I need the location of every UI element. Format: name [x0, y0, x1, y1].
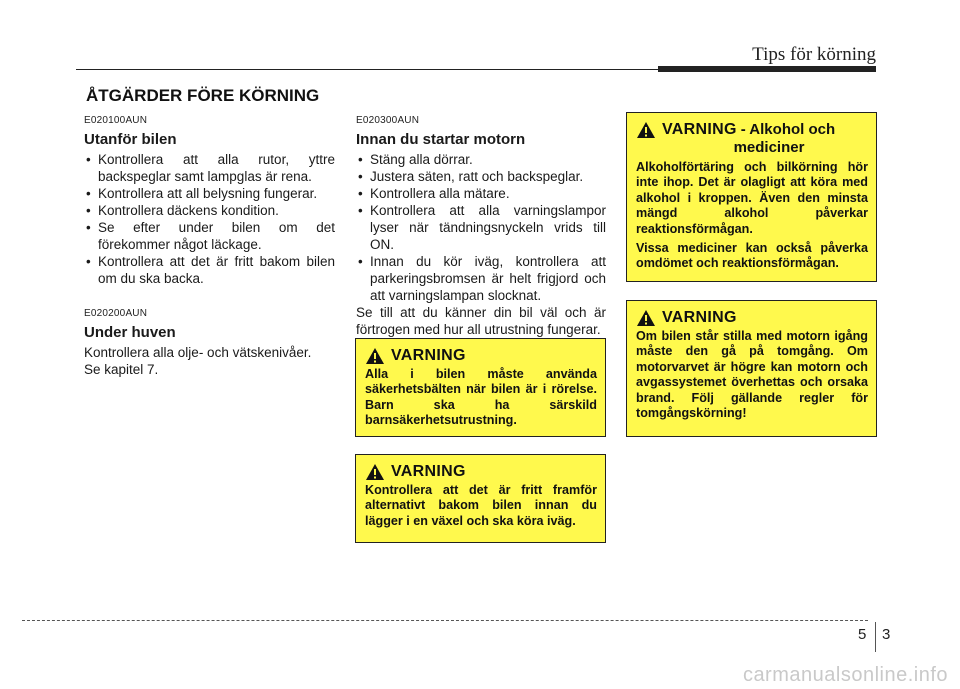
warning-box-clear-path: [355, 454, 606, 543]
warning-box-alcohol: [626, 112, 877, 282]
warning-title: VARNING: [662, 309, 737, 326]
list-item: • Kontrollera att det är fritt bakom bilen om du ska backa.: [84, 253, 335, 287]
section-code: E020100AUN: [84, 115, 148, 126]
warning-box-idle: [626, 300, 877, 437]
warning-text: Vissa mediciner kan också påverka omdömet och reaktionsförmågan.: [636, 241, 868, 271]
warning-subtitle-line2: mediciner: [733, 139, 805, 156]
warning-text: Kontrollera att det är fritt framför alternativt bakom bilen innan du lägger i en växel och ska köra iväg.: [365, 483, 597, 528]
section-code: E020200AUN: [84, 308, 148, 319]
header-title: Tips för körning: [752, 44, 876, 65]
middle-column: [356, 112, 606, 338]
warning-triangle-icon: [365, 463, 385, 481]
warning-text: Alkoholförtäring och bilkörning hör inte ihop. Det är olagligt att köra med alkohol i kroppen. Även den minsta mängd alkohol påverkar reaktionsförmågan.: [636, 160, 868, 236]
warning-text: Alla i bilen måste använda säkerhetsbälten när bilen är i rörelse. Barn ska ha särskild barnsäkerhetsutrustning.: [365, 367, 597, 428]
outside-checklist: [84, 151, 335, 287]
start-checklist: [356, 151, 606, 304]
list-item: • Kontrollera att all belysning fungerar.: [84, 185, 335, 202]
warning-triangle-icon: [636, 121, 656, 139]
hood-text: Kontrollera alla olje- och vätskenivåer.: [84, 345, 312, 360]
page-number: 3: [882, 626, 891, 643]
page-number-divider: [875, 622, 876, 652]
left-column: [84, 112, 335, 378]
outside-heading: Utanför bilen: [84, 131, 177, 148]
warning-title: VARNING: [391, 347, 466, 364]
list-item: • Kontrollera att alla rutor, yttre backspeglar samt lampglas är rena.: [84, 151, 335, 185]
section-code: E020300AUN: [356, 115, 420, 126]
list-item: • Kontrollera alla mätare.: [356, 185, 606, 202]
warning-subtitle: - Alkohol och: [740, 121, 836, 138]
list-item: • Innan du kör iväg, kontrollera att parkeringsbromsen är helt frigjord och att varningslampan slocknat.: [356, 253, 606, 304]
header-rule: [76, 69, 658, 70]
warning-title: VARNING: [662, 121, 737, 138]
watermark: carmanualsonline.info: [742, 664, 948, 686]
footer-rule: [22, 620, 868, 621]
list-item: • Justera säten, ratt och backspeglar.: [356, 168, 606, 185]
warning-triangle-icon: [636, 309, 656, 327]
chapter-number: 5: [858, 626, 867, 643]
hood-heading: Under huven: [84, 324, 176, 341]
start-heading: Innan du startar motorn: [356, 131, 526, 148]
warning-text: Om bilen står stilla med motorn igång måste den gå på tomgång. Om motorvarvet är högre kan motorn och avgassystemet överhettas och orsaka brand. Följ gällande regler för tomgångskörning!: [636, 329, 868, 421]
list-item: • Se efter under bilen om det förekommer något läckage.: [84, 219, 335, 253]
warning-box-seatbelts: [355, 338, 606, 437]
header-rule-accent: [658, 66, 876, 72]
warning-triangle-icon: [365, 347, 385, 365]
list-item: • Kontrollera att alla varningslampor lyser när tändningsnyckeln vrids till ON.: [356, 202, 606, 253]
warning-title: VARNING: [391, 463, 466, 480]
list-item: • Stäng alla dörrar.: [356, 151, 606, 168]
start-closing-text: Se till att du känner din bil väl och är förtrogen med hur all utrustning fungerar.: [356, 305, 606, 337]
section-title: ÅTGÄRDER FÖRE KÖRNING: [86, 86, 320, 105]
hood-reference: Se kapitel 7.: [84, 362, 159, 377]
list-item: • Kontrollera däckens kondition.: [84, 202, 335, 219]
